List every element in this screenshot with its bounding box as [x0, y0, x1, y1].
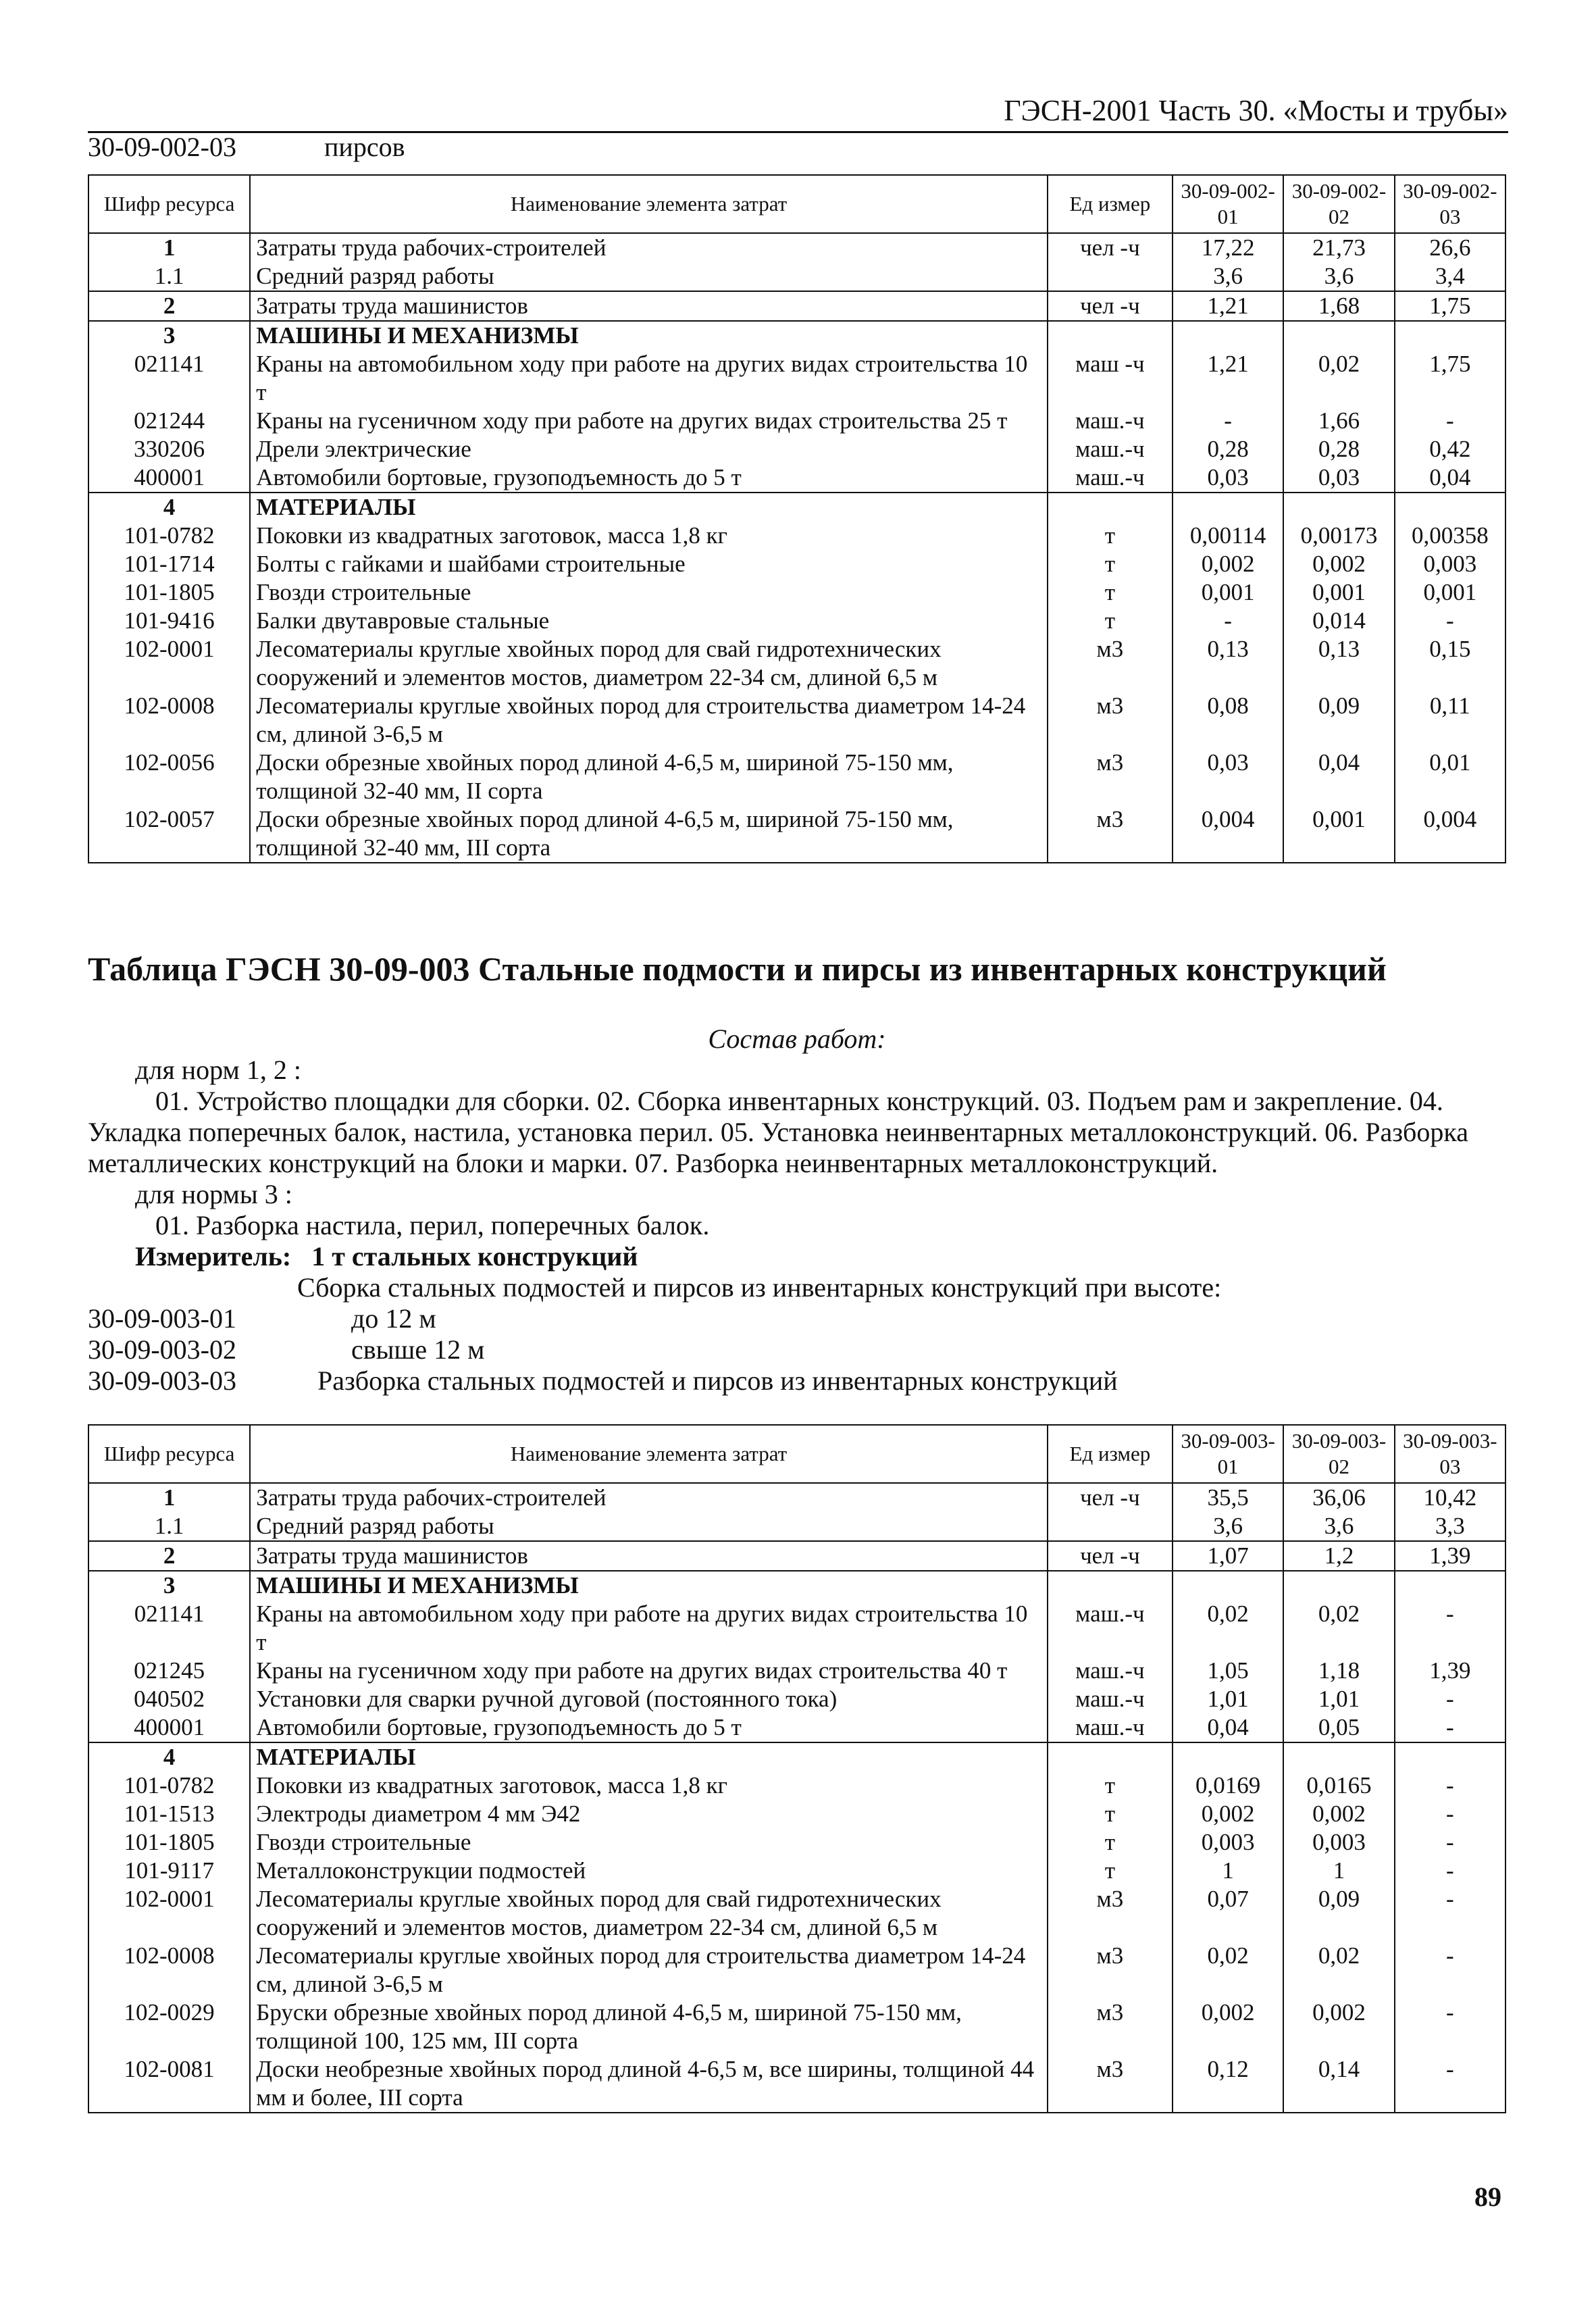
- cell-name: Установки для сварки ручной дуговой (постоянного тока): [250, 1685, 1048, 1713]
- cell-v1: 0,13: [1173, 635, 1283, 692]
- cell-v3: 0,001: [1395, 578, 1505, 607]
- cell-code: 102-0008: [88, 1942, 250, 1998]
- column-header: Шифр ресурса: [88, 175, 250, 233]
- cell-name: Электроды диаметром 4 мм Э42: [250, 1800, 1048, 1828]
- cell-code: 4: [88, 1742, 250, 1771]
- cell-code: 1: [88, 1483, 250, 1512]
- cell-code: 101-1714: [88, 550, 250, 578]
- cell-name: МАШИНЫ И МЕХАНИЗМЫ: [250, 1571, 1048, 1600]
- cell-v2: 1,66: [1283, 407, 1394, 435]
- cell-unit: т: [1048, 1771, 1173, 1800]
- cell-code: 4: [88, 493, 250, 522]
- unit-text: м3: [1096, 1999, 1124, 2026]
- cell-v2: [1283, 493, 1394, 522]
- cell-v1: 0,003: [1173, 1828, 1283, 1857]
- norm-code: 30-09-002-03: [88, 132, 236, 162]
- cell-code: 102-0008: [88, 692, 250, 749]
- norm-text: Разборка стальных подмостей и пирсов из инвентарных конструкций: [317, 1365, 1118, 1396]
- cell-v1: 1,21: [1173, 350, 1283, 407]
- cell-unit: маш.-ч: [1048, 407, 1173, 435]
- cell-v2: 0,002: [1283, 550, 1394, 578]
- cell-v1: 0,0169: [1173, 1771, 1283, 1800]
- cell-v2: 1,2: [1283, 1541, 1394, 1571]
- cell-code: 3: [88, 1571, 250, 1600]
- cell-unit: т: [1048, 1800, 1173, 1828]
- unit-text: м3: [1096, 2056, 1124, 2082]
- cell-name: Доски обрезные хвойных пород длиной 4-6,5 м, шириной 75-150 мм, толщиной 32-40 мм, II сорта: [250, 749, 1048, 805]
- cell-code: 400001: [88, 1713, 250, 1742]
- norm-label: пирсов: [324, 132, 405, 162]
- table-row: [88, 1771, 1505, 1800]
- cell-v2: 0,001: [1283, 578, 1394, 607]
- cell-v3: 3,4: [1395, 262, 1505, 291]
- table-row: [88, 550, 1505, 578]
- cell-code: 040502: [88, 1685, 250, 1713]
- cell-name: Краны на гусеничном ходу при работе на других видах строительства 25 т: [250, 407, 1048, 435]
- cell-v3: 0,004: [1395, 805, 1505, 863]
- cell-name: Автомобили бортовые, грузоподъемность до 5 т: [250, 1713, 1048, 1742]
- cell-v1: 0,08: [1173, 692, 1283, 749]
- cell-v3: [1395, 1571, 1505, 1600]
- cell-v1: 0,002: [1173, 550, 1283, 578]
- cell-v2: 0,02: [1283, 1942, 1394, 1998]
- section-title: Таблица ГЭСН 30-09-003 Стальные подмости и пирсы из инвентарных конструкций: [88, 950, 1387, 988]
- table-row: [88, 1512, 1505, 1541]
- cell-v2: 1,18: [1283, 1657, 1394, 1685]
- cell-v2: 0,002: [1283, 1998, 1394, 2055]
- table-row: [88, 321, 1505, 350]
- cell-v3: -: [1395, 1942, 1505, 1998]
- cell-v1: 1,01: [1173, 1685, 1283, 1713]
- cell-v2: [1283, 1742, 1394, 1771]
- column-header: 30-09-003-01: [1173, 1425, 1283, 1483]
- cell-v2: 36,06: [1283, 1483, 1394, 1512]
- norm-text: до 12 м: [351, 1303, 436, 1334]
- cell-name: Металлоконструкции подмостей: [250, 1857, 1048, 1885]
- cell-v3: 3,3: [1395, 1512, 1505, 1541]
- cell-unit: [1048, 749, 1173, 805]
- cell-unit: т: [1048, 607, 1173, 635]
- table-row: [88, 805, 1505, 863]
- cell-name: Автомобили бортовые, грузоподъемность до 5 т: [250, 463, 1048, 493]
- table-row: [88, 1942, 1505, 1998]
- cell-unit: [1048, 1512, 1173, 1541]
- cell-code: 1.1: [88, 1512, 250, 1541]
- table-row: [88, 350, 1505, 407]
- table-row: [88, 1713, 1505, 1742]
- cell-v2: 1: [1283, 1857, 1394, 1885]
- cell-v1: 1,07: [1173, 1541, 1283, 1571]
- cell-v3: -: [1395, 1800, 1505, 1828]
- cell-v1: 0,00114: [1173, 522, 1283, 550]
- cell-unit: чел -ч: [1048, 1541, 1173, 1571]
- table-row: [88, 1541, 1505, 1571]
- cell-name: Болты с гайками и шайбами строительные: [250, 550, 1048, 578]
- column-header: 30-09-003-03: [1395, 1425, 1505, 1483]
- unit-text: м3: [1096, 636, 1124, 662]
- cell-name: Средний разряд работы: [250, 262, 1048, 291]
- cell-name: Затраты труда машинистов: [250, 1541, 1048, 1571]
- cell-v1: 17,22: [1173, 233, 1283, 262]
- cell-code: 101-1805: [88, 578, 250, 607]
- table-row: [88, 233, 1505, 262]
- cell-name: МАТЕРИАЛЫ: [250, 493, 1048, 522]
- cell-code: 2: [88, 291, 250, 321]
- cell-v3: -: [1395, 2055, 1505, 2113]
- cell-v3: 0,003: [1395, 550, 1505, 578]
- cell-name: Затраты труда машинистов: [250, 291, 1048, 321]
- cell-code: 101-0782: [88, 1771, 250, 1800]
- cell-v3: 1,39: [1395, 1541, 1505, 1571]
- cell-unit: [1048, 692, 1173, 749]
- table-row: [88, 1828, 1505, 1857]
- cell-v1: 35,5: [1173, 1483, 1283, 1512]
- cell-v1: [1173, 1571, 1283, 1600]
- cell-v1: 1,21: [1173, 291, 1283, 321]
- cell-v1: [1173, 1742, 1283, 1771]
- cell-v3: 0,15: [1395, 635, 1505, 692]
- cell-code: 021141: [88, 350, 250, 407]
- measure-value: 1 т стальных конструкций: [311, 1241, 638, 1272]
- cell-code: 102-0081: [88, 2055, 250, 2113]
- cell-v2: 0,13: [1283, 635, 1394, 692]
- cell-v2: 0,014: [1283, 607, 1394, 635]
- cell-unit: [1048, 262, 1173, 291]
- cell-v3: -: [1395, 1857, 1505, 1885]
- column-header: 30-09-002-02: [1283, 175, 1394, 233]
- norm-row: [88, 1303, 1506, 1334]
- cell-v1: 0,002: [1173, 1998, 1283, 2055]
- unit-text: м3: [1096, 693, 1124, 719]
- cell-v3: -: [1395, 1998, 1505, 2055]
- header-title: ГЭСН-2001 Часть 30. «Мосты и трубы»: [1004, 94, 1508, 127]
- cell-code: 2: [88, 1541, 250, 1571]
- cell-code: 102-0001: [88, 635, 250, 692]
- cell-v2: [1283, 1571, 1394, 1600]
- cell-code: 021244: [88, 407, 250, 435]
- cell-v2: 0,00173: [1283, 522, 1394, 550]
- table-row: [88, 493, 1505, 522]
- cell-v2: 0,05: [1283, 1713, 1394, 1742]
- cell-name: Краны на гусеничном ходу при работе на других видах строительства 40 т: [250, 1657, 1048, 1685]
- cell-unit: [1048, 1885, 1173, 1942]
- cell-code: 330206: [88, 435, 250, 463]
- table-row: [88, 1685, 1505, 1713]
- norm-text: свыше 12 м: [351, 1334, 485, 1365]
- cell-v3: 0,04: [1395, 463, 1505, 493]
- cell-v2: 0,03: [1283, 463, 1394, 493]
- cell-v2: 0,28: [1283, 435, 1394, 463]
- table-row: [88, 1800, 1505, 1828]
- cell-v2: 0,04: [1283, 749, 1394, 805]
- cell-v3: 0,11: [1395, 692, 1505, 749]
- unit-text: м3: [1096, 749, 1124, 776]
- cell-name: Гвозди строительные: [250, 578, 1048, 607]
- cell-unit: [1048, 1742, 1173, 1771]
- cell-unit: т: [1048, 1828, 1173, 1857]
- cell-v1: [1173, 321, 1283, 350]
- cell-v1: 0,03: [1173, 463, 1283, 493]
- cell-v3: -: [1395, 607, 1505, 635]
- table-row: [88, 1998, 1505, 2055]
- cell-v3: [1395, 1742, 1505, 1771]
- cell-v2: 0,09: [1283, 692, 1394, 749]
- cell-v1: 0,001: [1173, 578, 1283, 607]
- table-row: [88, 1885, 1505, 1942]
- cell-unit: [1048, 2055, 1173, 2113]
- cell-v3: -: [1395, 1771, 1505, 1800]
- measure-line: [88, 1241, 1506, 1272]
- cell-code: 101-1805: [88, 1828, 250, 1857]
- cell-unit: маш.-ч: [1048, 1600, 1173, 1657]
- cell-v3: 0,01: [1395, 749, 1505, 805]
- cell-v3: [1395, 493, 1505, 522]
- cell-v2: 3,6: [1283, 1512, 1394, 1541]
- cell-v3: -: [1395, 407, 1505, 435]
- cell-unit: маш.-ч: [1048, 463, 1173, 493]
- cell-v1: 0,02: [1173, 1942, 1283, 1998]
- norms-12-text: 01. Устройство площадки для сборки. 02. Сборка инвентарных конструкций. 03. Подъем рам и закрепление. 04. Укладка поперечных балок, настила, установка перил. 05. Установка неинвентарных металлоконструкций. 06. Разборка металлических конструкций на блоки и марки. 07. Разборка неинвентарных металлоконструкций.: [88, 1086, 1468, 1178]
- table-header-row: [88, 175, 1505, 233]
- cell-v1: -: [1173, 607, 1283, 635]
- table-row: [88, 1600, 1505, 1657]
- cell-v1: -: [1173, 407, 1283, 435]
- cell-unit: т: [1048, 1857, 1173, 1885]
- column-header: 30-09-002-03: [1395, 175, 1505, 233]
- cell-unit: [1048, 493, 1173, 522]
- cell-name: МАТЕРИАЛЫ: [250, 1742, 1048, 1771]
- cell-code: 021141: [88, 1600, 250, 1657]
- cell-v2: 0,0165: [1283, 1771, 1394, 1800]
- column-header: Шифр ресурса: [88, 1425, 250, 1483]
- table-row: [88, 692, 1505, 749]
- cell-v3: -: [1395, 1685, 1505, 1713]
- table-row: [88, 1657, 1505, 1685]
- cell-unit: чел -ч: [1048, 291, 1173, 321]
- table-row: [88, 1571, 1505, 1600]
- cell-v1: 1: [1173, 1857, 1283, 1885]
- cell-code: 102-0001: [88, 1885, 250, 1942]
- table-row: [88, 607, 1505, 635]
- norm-list: [88, 1303, 1506, 1397]
- cell-name: Средний разряд работы: [250, 1512, 1048, 1541]
- page-header: [88, 93, 1508, 133]
- norm-code: 30-09-003-01: [88, 1303, 236, 1334]
- norm-code: 30-09-003-02: [88, 1334, 236, 1365]
- cell-v1: 1,05: [1173, 1657, 1283, 1685]
- cell-code: 1.1: [88, 262, 250, 291]
- table-row: [88, 1742, 1505, 1771]
- table-row: [88, 291, 1505, 321]
- cell-v3: 1,75: [1395, 350, 1505, 407]
- cell-v1: 0,002: [1173, 1800, 1283, 1828]
- cell-name: Краны на автомобильном ходу при работе на других видах строительства 10 т: [250, 1600, 1048, 1657]
- cell-unit: маш.-ч: [1048, 1657, 1173, 1685]
- cell-v1: 0,28: [1173, 435, 1283, 463]
- cell-v3: 1,39: [1395, 1657, 1505, 1685]
- cell-v2: 0,001: [1283, 805, 1394, 863]
- cell-name: Краны на автомобильном ходу при работе на других видах строительства 10 т: [250, 350, 1048, 407]
- table-row: [88, 749, 1505, 805]
- table-row: [88, 522, 1505, 550]
- table-row: [88, 635, 1505, 692]
- cell-v3: 26,6: [1395, 233, 1505, 262]
- cell-v1: 0,04: [1173, 1713, 1283, 1742]
- cell-name: Лесоматериалы круглые хвойных пород для строительства диаметром 14-24 см, длиной 3-6,5 м: [250, 692, 1048, 749]
- unit-text: м3: [1096, 1942, 1124, 1969]
- cell-unit: чел -ч: [1048, 1483, 1173, 1512]
- cell-v2: 0,003: [1283, 1828, 1394, 1857]
- resource-table-2: [88, 1424, 1506, 2113]
- table-header-row: [88, 1425, 1505, 1483]
- cell-v2: 0,002: [1283, 1800, 1394, 1828]
- cell-v3: 0,00358: [1395, 522, 1505, 550]
- cell-v3: -: [1395, 1885, 1505, 1942]
- cell-v1: [1173, 493, 1283, 522]
- column-header: Наименование элемента затрат: [250, 175, 1048, 233]
- cell-code: 101-0782: [88, 522, 250, 550]
- table-row: [88, 1483, 1505, 1512]
- measure-label: Измеритель:: [135, 1241, 292, 1272]
- composition-heading: Состав работ:: [708, 1024, 886, 1054]
- cell-v3: [1395, 321, 1505, 350]
- cell-unit: маш.-ч: [1048, 1685, 1173, 1713]
- cell-v2: 0,14: [1283, 2055, 1394, 2113]
- column-header: Наименование элемента затрат: [250, 1425, 1048, 1483]
- cell-name: Дрели электрические: [250, 435, 1048, 463]
- cell-v1: 3,6: [1173, 262, 1283, 291]
- unit-text: м3: [1096, 806, 1124, 832]
- cell-v2: 21,73: [1283, 233, 1394, 262]
- cell-v2: 0,09: [1283, 1885, 1394, 1942]
- cell-name: Лесоматериалы круглые хвойных пород для свай гидротехнических сооружений и элементов мостов, диаметром 22-34 см, длиной 6,5 м: [250, 635, 1048, 692]
- column-header: Ед измер: [1048, 175, 1173, 233]
- norm-row: [88, 1365, 1506, 1397]
- cell-unit: чел -ч: [1048, 233, 1173, 262]
- cell-v3: 0,42: [1395, 435, 1505, 463]
- cell-unit: маш.-ч: [1048, 435, 1173, 463]
- table-row: [88, 435, 1505, 463]
- norm-code: 30-09-003-03: [88, 1365, 236, 1396]
- cell-v1: 3,6: [1173, 1512, 1283, 1541]
- cell-unit: [1048, 1942, 1173, 1998]
- norms-3-label: для нормы 3 :: [135, 1179, 292, 1209]
- work-composition: [88, 1024, 1506, 1397]
- cell-unit: т: [1048, 522, 1173, 550]
- cell-unit: [1048, 321, 1173, 350]
- column-header: 30-09-002-01: [1173, 175, 1283, 233]
- cell-name: Затраты труда рабочих-строителей: [250, 1483, 1048, 1512]
- resource-table-1: [88, 174, 1506, 863]
- cell-name: Поковки из квадратных заготовок, масса 1,8 кг: [250, 522, 1048, 550]
- cell-code: 102-0029: [88, 1998, 250, 2055]
- cell-name: Затраты труда рабочих-строителей: [250, 233, 1048, 262]
- cell-v3: -: [1395, 1600, 1505, 1657]
- cell-unit: т: [1048, 578, 1173, 607]
- cell-unit: [1048, 635, 1173, 692]
- cell-name: Лесоматериалы круглые хвойных пород для свай гидротехнических сооружений и элементов мостов, диаметром 22-34 см, длиной 6,5 м: [250, 1885, 1048, 1942]
- cell-code: 3: [88, 321, 250, 350]
- cell-v1: 0,12: [1173, 2055, 1283, 2113]
- cell-v3: 1,75: [1395, 291, 1505, 321]
- cell-code: 101-9416: [88, 607, 250, 635]
- cell-code: 021245: [88, 1657, 250, 1685]
- cell-v2: 1,01: [1283, 1685, 1394, 1713]
- cell-code: 102-0057: [88, 805, 250, 863]
- cell-name: Доски необрезные хвойных пород длиной 4-6,5 м, все ширины, толщиной 44 мм и более, III сорта: [250, 2055, 1048, 2113]
- cell-v2: 3,6: [1283, 262, 1394, 291]
- cell-name: МАШИНЫ И МЕХАНИЗМЫ: [250, 321, 1048, 350]
- cell-code: 1: [88, 233, 250, 262]
- cell-v2: 0,02: [1283, 1600, 1394, 1657]
- cell-v1: 0,03: [1173, 749, 1283, 805]
- column-header: 30-09-003-02: [1283, 1425, 1394, 1483]
- unit-text: м3: [1096, 1886, 1124, 1912]
- table-row: [88, 463, 1505, 493]
- norms-3-text: 01. Разборка настила, перил, поперечных балок.: [155, 1210, 710, 1240]
- cell-unit: [1048, 1571, 1173, 1600]
- table-row: [88, 262, 1505, 291]
- cell-v1: 0,07: [1173, 1885, 1283, 1942]
- cell-v1: 0,004: [1173, 805, 1283, 863]
- cell-name: Бруски обрезные хвойных пород длиной 4-6,5 м, шириной 75-150 мм, толщиной 100, 125 мм, III сорта: [250, 1998, 1048, 2055]
- cell-name: Балки двутавровые стальные: [250, 607, 1048, 635]
- page-number: 89: [1474, 2182, 1501, 2212]
- cell-unit: маш -ч: [1048, 350, 1173, 407]
- column-header: Ед измер: [1048, 1425, 1173, 1483]
- cell-code: 102-0056: [88, 749, 250, 805]
- cell-v3: -: [1395, 1713, 1505, 1742]
- cell-name: Доски обрезные хвойных пород длиной 4-6,5 м, шириной 75-150 мм, толщиной 32-40 мм, III сорта: [250, 805, 1048, 863]
- cell-v2: 1,68: [1283, 291, 1394, 321]
- cell-unit: маш.-ч: [1048, 1713, 1173, 1742]
- assembly-caption: Сборка стальных подмостей и пирсов из инвентарных конструкций при высоте:: [297, 1272, 1222, 1303]
- norm-subheader: [88, 131, 405, 163]
- table-row: [88, 578, 1505, 607]
- cell-unit: [1048, 1998, 1173, 2055]
- cell-unit: [1048, 805, 1173, 863]
- table-row: [88, 407, 1505, 435]
- cell-v3: 10,42: [1395, 1483, 1505, 1512]
- cell-code: 400001: [88, 463, 250, 493]
- cell-code: 101-9117: [88, 1857, 250, 1885]
- cell-code: 101-1513: [88, 1800, 250, 1828]
- cell-v1: 0,02: [1173, 1600, 1283, 1657]
- cell-v3: -: [1395, 1828, 1505, 1857]
- cell-v2: [1283, 321, 1394, 350]
- cell-v2: 0,02: [1283, 350, 1394, 407]
- norms-12-label: для норм 1, 2 :: [135, 1055, 301, 1085]
- norm-row: [88, 1334, 1506, 1365]
- table-row: [88, 2055, 1505, 2113]
- cell-name: Лесоматериалы круглые хвойных пород для строительства диаметром 14-24 см, длиной 3-6,5 м: [250, 1942, 1048, 1998]
- table-row: [88, 1857, 1505, 1885]
- cell-name: Поковки из квадратных заготовок, масса 1,8 кг: [250, 1771, 1048, 1800]
- cell-name: Гвозди строительные: [250, 1828, 1048, 1857]
- cell-unit: т: [1048, 550, 1173, 578]
